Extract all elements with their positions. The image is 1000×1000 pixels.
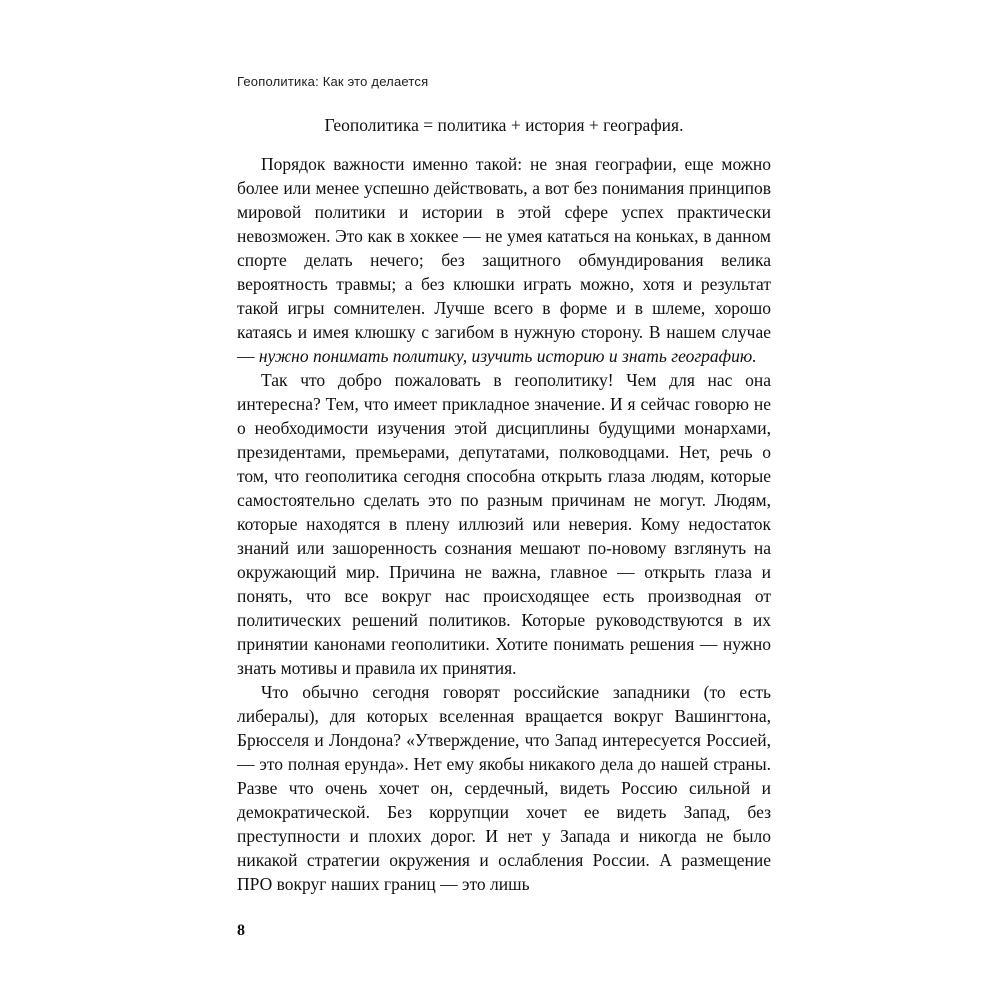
book-page (237, 74, 771, 896)
paragraph (237, 152, 771, 368)
running-header: Геополитика: Как это делается (237, 74, 429, 89)
paragraph-run-italic: нужно понимать политику, изучить историю и знать географию. (258, 346, 757, 366)
page-number: 8 (237, 922, 245, 939)
paragraph (237, 680, 771, 896)
paragraph-run: Порядок важности именно такой: не зная географии, еще можно более или менее успешно действовать, а вот без понимания принципов мировой политики и истории в этой сфере успех практически невозможен. Это как в хоккее — не умея кататься на коньках, в данном спорте делать нечего; без защитного обмундирования велика вероятность травмы; а без клюшки играть можно, хотя и результат такой игры сомнителен. Лучше всего в форме и в шлеме, хорошо катаясь и имея клюшку с загибом в нужную сторону. В нашем случае — (237, 154, 771, 366)
paragraph-run: Что обычно сегодня говорят российские западники (то есть либералы), для которых вселенная вращается вокруг Вашингтона, Брюсселя и Лондона? «Утверждение, что Запад интересуется Россией, — это полная ерунда». Нет ему якобы никакого дела до нашей страны. Разве что очень хочет он, сердечный, видеть Россию сильной и демократической. Без коррупции хочет ее видеть Запад, без преступности и плохих дорог. И нет у Запада и никогда не было никакой стратегии окружения и ослабления России. А размещение ПРО вокруг наших границ — это лишь (237, 682, 771, 894)
formula-line: Геополитика = политика + история + география. (324, 115, 684, 135)
paragraph-run: Так что добро пожаловать в геополитику! Чем для нас она интересна? Тем, что имеет прикладное значение. И я сейчас говорю не о необходимости изучения этой дисциплины будущими монархами, президентами, премьерами, депутатами, полководцами. Нет, речь о том, что геополитика сегодня способна открыть глаза людям, которые самостоятельно сделать это по разным причинам не могут. Людям, которые находятся в плену иллюзий или неверия. Кому недостаток знаний или зашоренность сознания мешают по-новому взглянуть на окружающий мир. Причина не важна, главное — открыть глаза и понять, что все вокруг нас происходящее есть производная от политических решений политиков. Которые руководствуются в их принятии канонами геополитики. Хотите понимать решения — нужно знать мотивы и правила их принятия. (237, 370, 771, 678)
paragraph (237, 368, 771, 680)
body-text (237, 152, 771, 896)
